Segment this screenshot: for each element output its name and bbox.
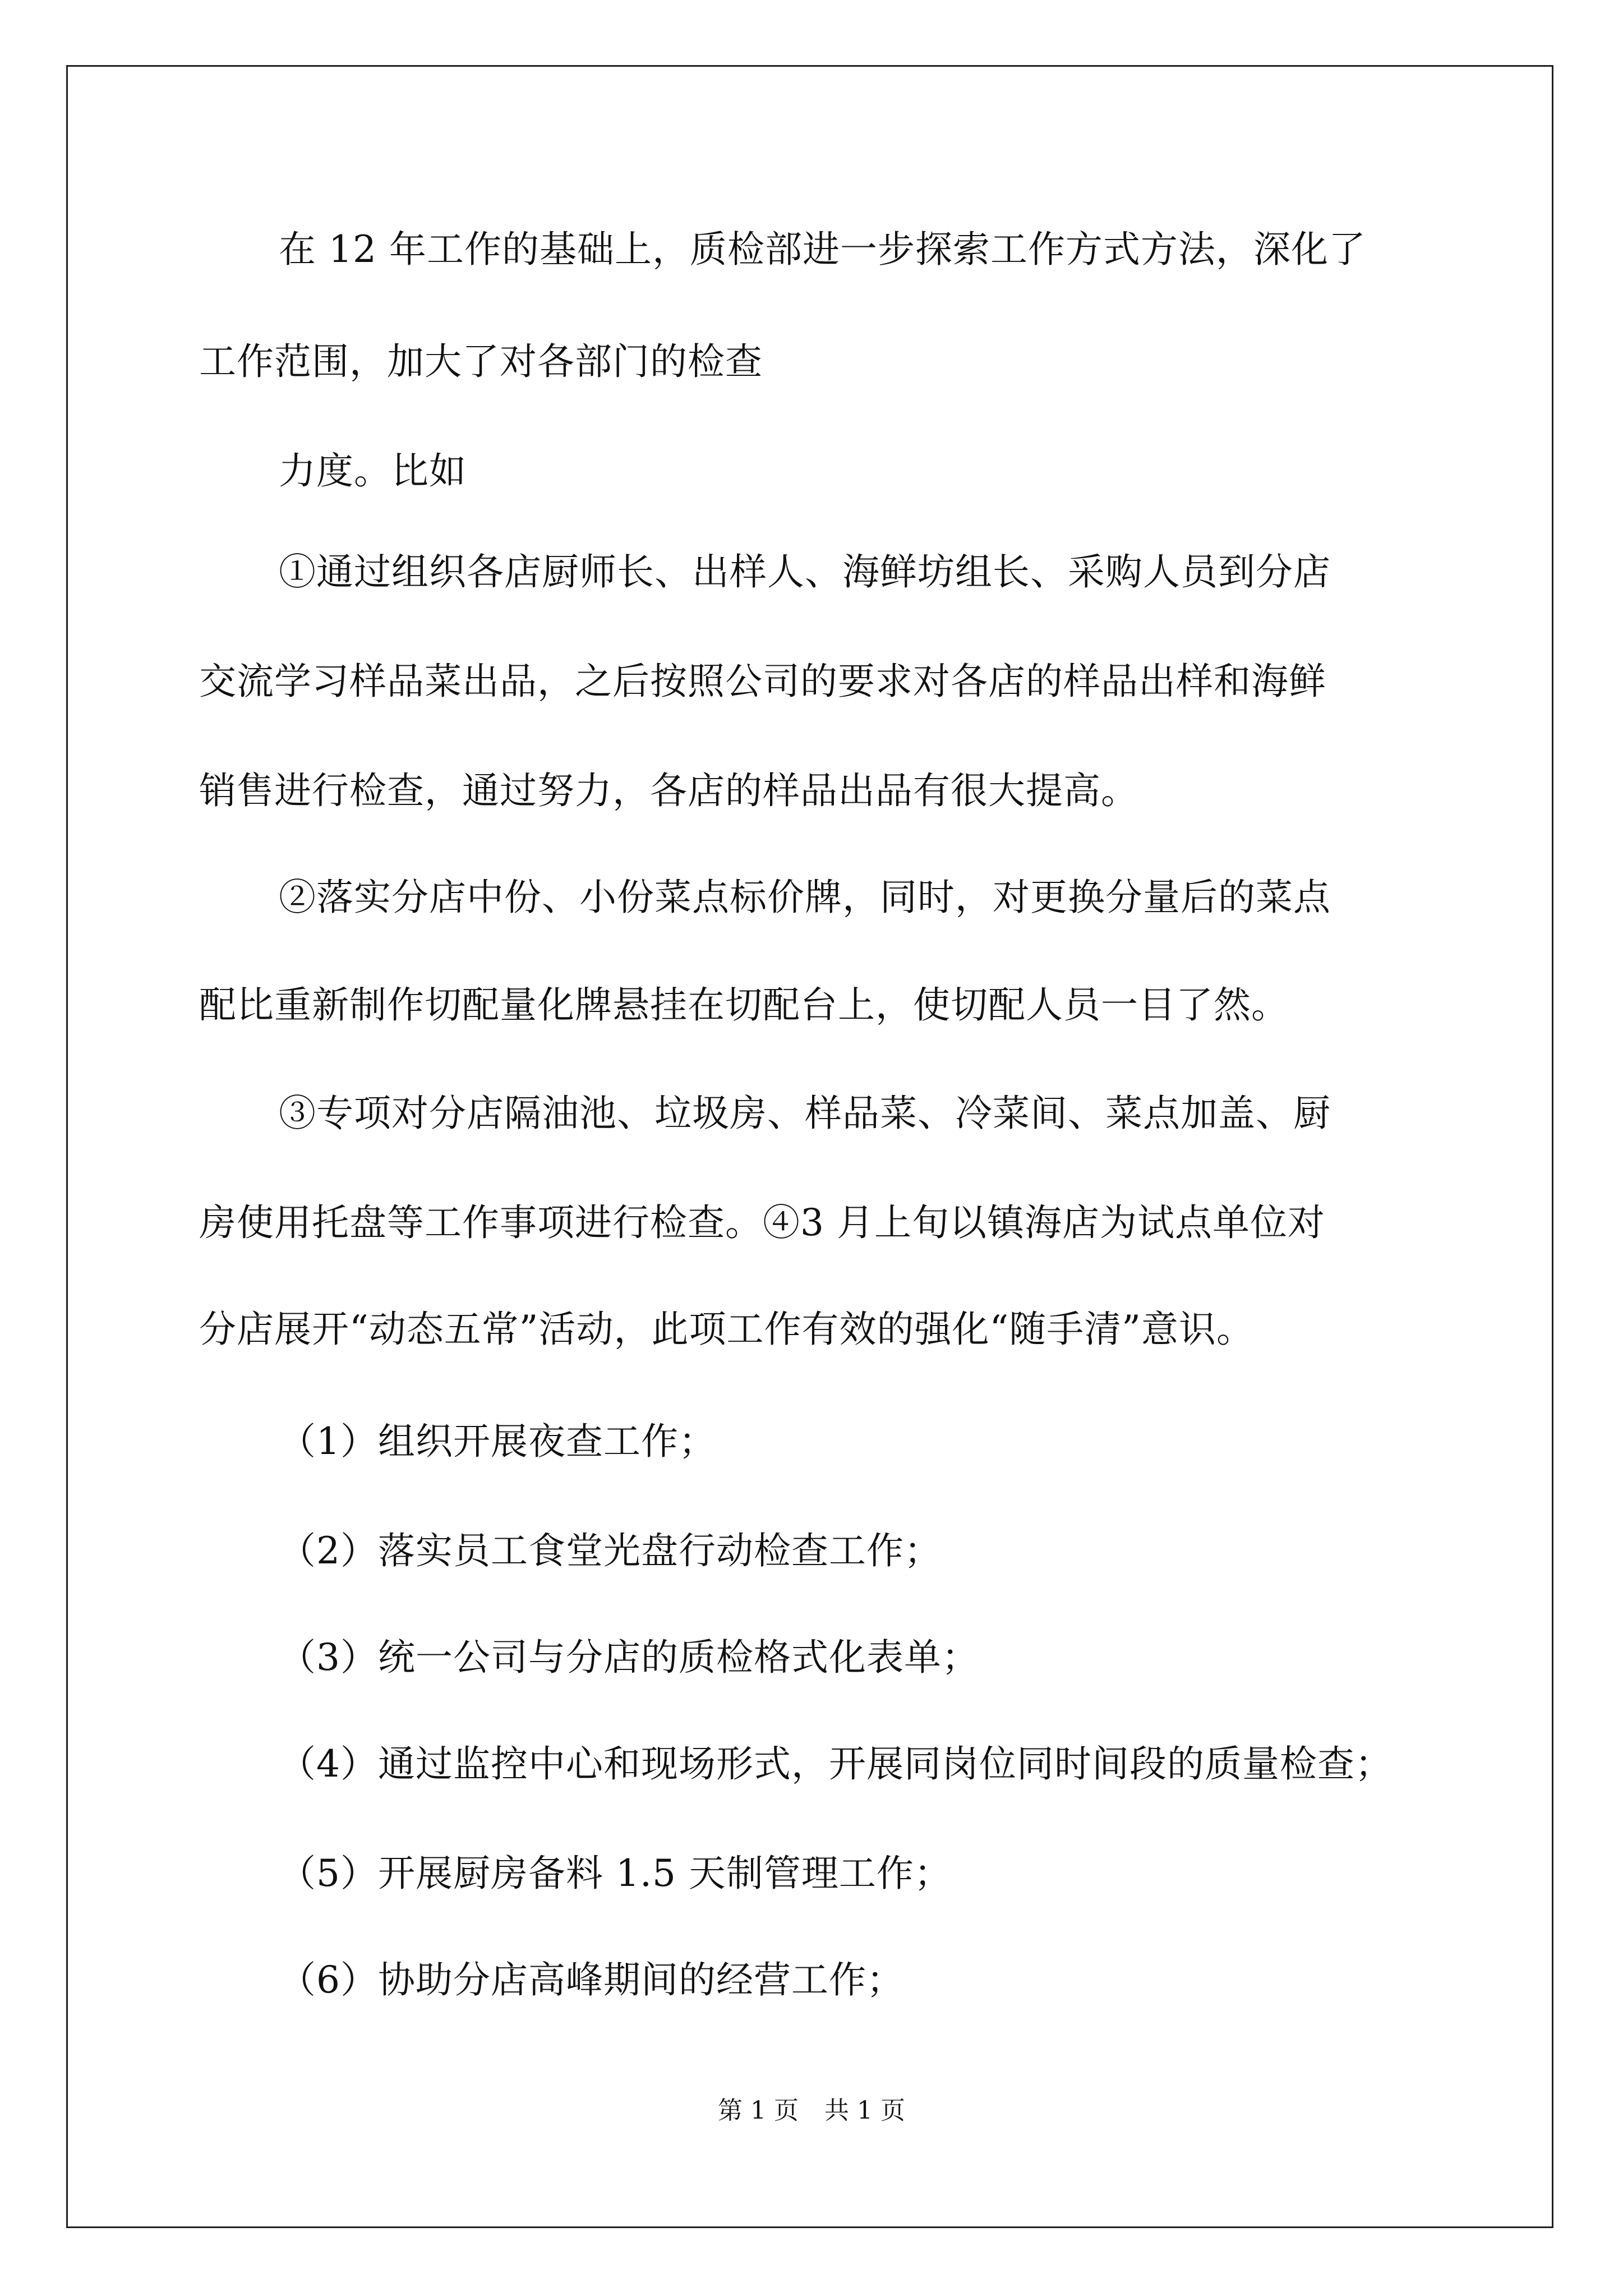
list-item: （3）统一公司与分店的质检格式化表单； [279, 1636, 979, 1679]
paragraph-line: 交流学习样品菜出品，之后按照公司的要求对各店的样品出样和海鲜 [199, 660, 1326, 703]
page-border [66, 65, 1553, 2228]
page-total: 共 1 页 [824, 2096, 905, 2125]
list-item: （6）协助分店高峰期间的经营工作； [279, 1958, 904, 2001]
paragraph-line: 在 12 年工作的基础上，质检部进一步探索工作方式方法，深化了 [279, 228, 1366, 271]
paragraph-line: 销售进行检查，通过努力，各店的样品出品有很大提高。 [199, 769, 1138, 812]
paragraph-line: 分店展开“动态五常”活动，此项工作有效的强化“随手清”意识。 [199, 1308, 1254, 1351]
paragraph-line: 配比重新制作切配量化牌悬挂在切配台上，使切配人员一目了然。 [199, 983, 1289, 1027]
list-item: （5）开展厨房备料 1.5 天制管理工作； [279, 1852, 952, 1895]
list-item: （2）落实员工食堂光盘行动检查工作； [279, 1529, 942, 1572]
paragraph-line: ③专项对分店隔油池、垃圾房、样品菜、冷菜间、菜点加盖、厨 [279, 1092, 1331, 1135]
paragraph-line: 房使用托盘等工作事项进行检查。④3 月上旬以镇海店为试点单位对 [199, 1201, 1325, 1244]
page-footer [0, 2095, 1623, 2127]
paragraph-line: ②落实分店中份、小份菜点标价牌，同时，对更换分量后的菜点 [279, 876, 1331, 919]
paragraph-line: ①通过组织各店厨师长、出样人、海鲜坊组长、采购人员到分店 [279, 550, 1331, 593]
list-item: （4）通过监控中心和现场形式，开展同岗位同时间段的质量检查； [279, 1742, 1393, 1786]
page-number: 第 1 页 [718, 2096, 799, 2125]
list-item: （1）组织开展夜查工作； [279, 1420, 716, 1463]
paragraph-line: 力度。比如 [279, 449, 467, 493]
paragraph-line: 工作范围，加大了对各部门的检查 [199, 340, 763, 383]
